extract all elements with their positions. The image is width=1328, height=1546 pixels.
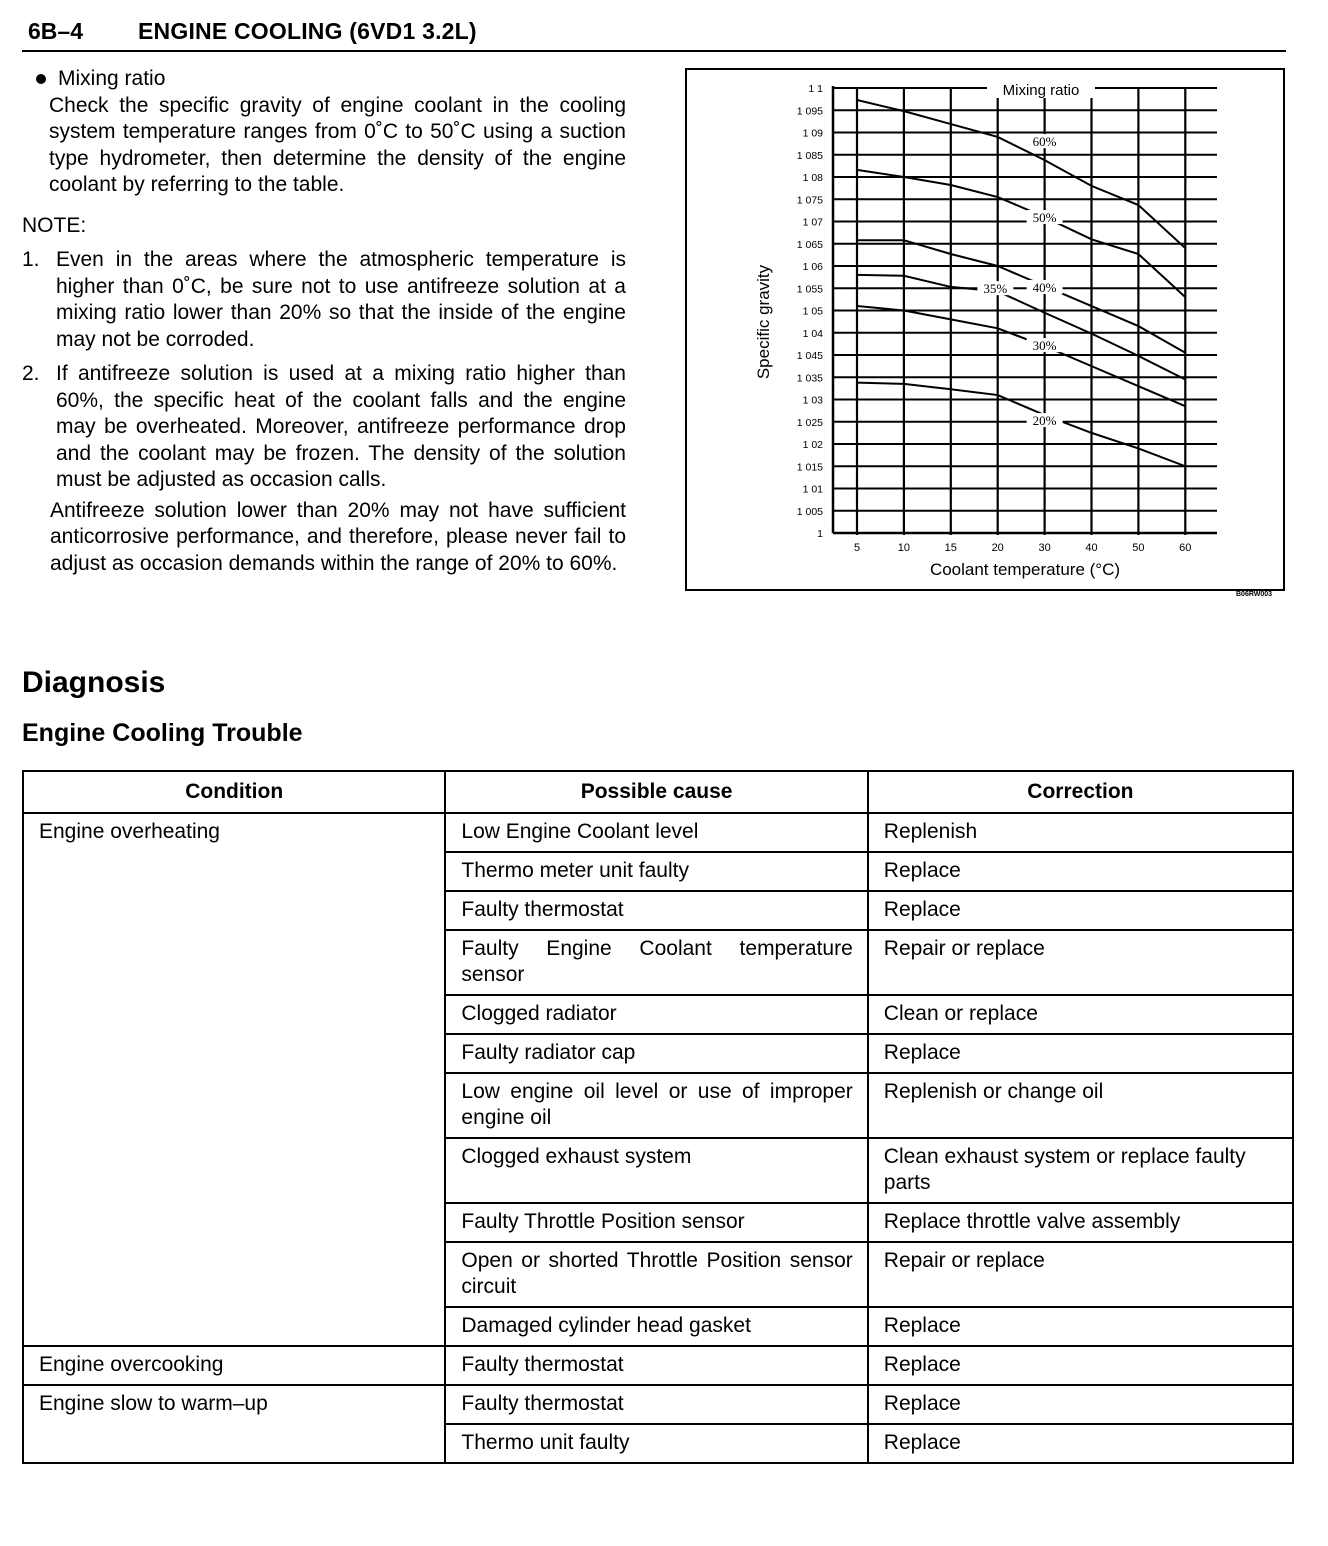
table-row [23, 1346, 1293, 1385]
series-line-20pct [857, 383, 1185, 467]
y-tick-label: 1 065 [796, 238, 823, 251]
note-item [22, 247, 626, 353]
x-tick-label: 5 [853, 542, 861, 554]
table-row [23, 813, 1293, 852]
x-tick-label: 50 [1132, 542, 1145, 554]
possible-cause-cell: Clogged exhaust system [445, 1138, 867, 1203]
possible-cause-cell: Faulty Throttle Position sensor [445, 1203, 867, 1242]
series-line-35pct [857, 275, 1185, 380]
mixing-ratio-section [22, 66, 626, 577]
correction-cell: Replace [868, 1346, 1293, 1385]
x-tick-label: 60 [1179, 542, 1192, 554]
antifreeze-warning: Antifreeze solution lower than 20% may not have sufficient anticorrosive performance, and therefore, please never fail to adjust as occasion demands within the range of 20% to 60%. [50, 498, 626, 575]
correction-cell: Replace [868, 891, 1293, 930]
mixing-ratio-heading [36, 66, 626, 93]
possible-cause-cell: Thermo unit faulty [445, 1424, 867, 1463]
correction-cell: Replace throttle valve assembly [868, 1203, 1293, 1242]
correction-cell: Clean or replace [868, 995, 1293, 1034]
column-header-correction: Correction [868, 771, 1293, 813]
y-tick-label: 1 015 [796, 461, 823, 474]
column-header-possible-cause: Possible cause [445, 771, 867, 813]
y-tick-label: 1 095 [796, 105, 823, 118]
note-number: 2. [22, 362, 40, 385]
note-label: NOTE: [22, 213, 87, 237]
bullet-icon [36, 74, 46, 84]
y-tick-label: 1 06 [802, 261, 823, 273]
possible-cause-cell: Low engine oil level or use of improper engine oil [445, 1073, 867, 1138]
diagnosis-heading: Diagnosis [22, 666, 166, 699]
y-tick-label: 1 045 [796, 350, 823, 362]
y-tick-label: 1 05 [802, 305, 823, 318]
possible-cause-cell: Faulty thermostat [445, 891, 867, 930]
possible-cause-cell: Damaged cylinder head gasket [445, 1307, 867, 1346]
y-tick-label: 1 [817, 528, 823, 540]
y-axis-label: Specific gravity [754, 264, 773, 380]
possible-cause-cell: Faulty thermostat [445, 1385, 867, 1424]
condition-cell: Engine overheating [23, 813, 445, 1346]
series-label: 60% [1032, 134, 1057, 150]
figure-code: B06RW003 [1236, 591, 1273, 598]
correction-cell: Replenish [868, 813, 1293, 852]
y-tick-label: 1 025 [796, 416, 823, 429]
y-tick-label: 1 07 [802, 216, 823, 229]
correction-cell: Replace [868, 1385, 1293, 1424]
series-line-50pct [857, 170, 1185, 297]
note-text: Even in the areas where the atmospheric temperature is higher than 0˚C, be sure not to use antifreeze solution at a mixing ratio lower than 20% so that the inside of the engine may not be corroded. [56, 248, 626, 351]
specific-gravity-chart [685, 68, 1285, 591]
column-header-condition: Condition [23, 771, 445, 813]
page-header [22, 16, 1286, 52]
correction-cell: Clean exhaust system or replace faulty parts [868, 1138, 1293, 1203]
y-tick-label: 1 035 [796, 372, 823, 385]
correction-cell: Replace [868, 1034, 1293, 1073]
possible-cause-cell: Open or shorted Throttle Position sensor circuit [445, 1242, 867, 1307]
series-label: 30% [1032, 338, 1057, 354]
possible-cause-cell: Clogged radiator [445, 995, 867, 1034]
y-tick-label: 1 03 [802, 394, 823, 407]
series-line-60pct [857, 100, 1185, 248]
series-label: 20% [1032, 413, 1057, 429]
correction-cell: Replenish or change oil [868, 1073, 1293, 1138]
possible-cause-cell: Faulty radiator cap [445, 1034, 867, 1073]
table-header-row [23, 771, 1293, 813]
condition-cell: Engine slow to warm–up [23, 1385, 445, 1463]
correction-cell: Repair or replace [868, 930, 1293, 995]
possible-cause-cell: Faulty Engine Coolant temperature sensor [445, 930, 867, 995]
mixing-ratio-label: Mixing ratio [58, 67, 166, 90]
possible-cause-cell: Low Engine Coolant level [445, 813, 867, 852]
diagnosis-table [22, 770, 1294, 1464]
x-axis-label: Coolant temperature (°C) [929, 560, 1121, 579]
correction-cell: Replace [868, 1424, 1293, 1463]
y-tick-label: 1 02 [802, 439, 823, 451]
possible-cause-cell: Thermo meter unit faulty [445, 852, 867, 891]
series-line-30pct [857, 306, 1185, 406]
y-tick-label: 1 085 [796, 149, 823, 162]
y-tick-label: 1 1 [808, 83, 823, 95]
engine-cooling-trouble-heading: Engine Cooling Trouble [22, 719, 303, 747]
note-item [22, 361, 626, 494]
section-code: 6B–4 [28, 18, 83, 44]
y-tick-label: 1 04 [802, 327, 823, 340]
y-tick-label: 1 09 [802, 127, 823, 140]
y-tick-label: 1 08 [802, 172, 823, 184]
chart-title: Mixing ratio [1002, 82, 1080, 99]
possible-cause-cell: Faulty thermostat [445, 1346, 867, 1385]
table-row [23, 1385, 1293, 1424]
series-label: 40% [1032, 280, 1057, 296]
x-tick-label: 20 [991, 542, 1004, 554]
y-tick-label: 1 005 [796, 505, 823, 518]
series-label: 50% [1032, 210, 1057, 226]
y-tick-label: 1 01 [802, 483, 823, 496]
series-line-40pct [857, 240, 1185, 353]
correction-cell: Repair or replace [868, 1242, 1293, 1307]
x-tick-label: 10 [897, 542, 911, 554]
note-text: If antifreeze solution is used at a mixing ratio higher than 60%, the specific heat of the coolant falls and the engine may be overheated. Moreover, antifreeze performance drop and the coolant may be frozen. The density of the solution must be adjusted as occasion calls. [56, 362, 626, 491]
x-tick-label: 40 [1085, 542, 1098, 554]
condition-cell: Engine overcooking [23, 1346, 445, 1385]
correction-cell: Replace [868, 1307, 1293, 1346]
page-title: ENGINE COOLING (6VD1 3.2L) [138, 18, 477, 44]
mixing-ratio-body: Check the specific gravity of engine coolant in the cooling system temperature ranges from 0˚C to 50˚C using a suction type hydrometer, then determine the density of the engine coolant by referring to the table. [49, 93, 626, 196]
x-tick-label: 15 [944, 542, 957, 554]
correction-cell: Replace [868, 852, 1293, 891]
chart-canvas [687, 70, 1283, 589]
note-number: 1. [22, 248, 40, 271]
y-tick-label: 1 055 [796, 283, 823, 296]
series-label: 35% [983, 281, 1008, 297]
x-tick-label: 30 [1038, 542, 1051, 554]
y-tick-label: 1 075 [796, 194, 823, 207]
